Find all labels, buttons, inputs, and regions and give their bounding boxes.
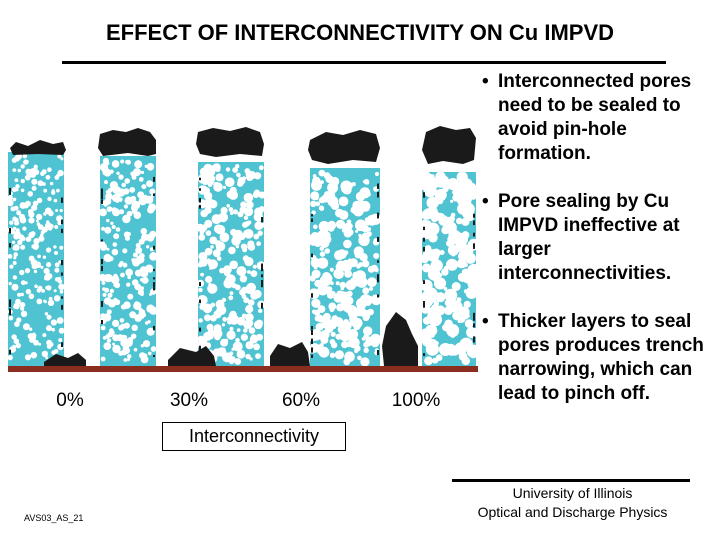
affiliation-group: Optical and Discharge Physics <box>477 504 668 520</box>
interconnectivity-label-100: 100% <box>391 390 441 411</box>
bullet-item <box>480 310 715 406</box>
bullet-dot-icon: • <box>482 311 489 332</box>
interconnectivity-label-30: 30% <box>169 390 209 411</box>
slide-title: EFFECT OF INTERCONNECTIVITY ON Cu IMPVD <box>105 20 615 45</box>
bullet-dot-icon: • <box>482 71 489 92</box>
interconnectivity-axis-label: Interconnectivity <box>162 422 346 451</box>
interconnectivity-label-0: 0% <box>56 390 84 411</box>
footer-rule <box>452 479 690 482</box>
bullet-item <box>480 190 715 286</box>
interconnectivity-label-60: 60% <box>281 390 321 411</box>
slide-id: AVS03_AS_21 <box>24 513 84 523</box>
title-underline <box>62 61 666 64</box>
bullet-item <box>480 70 715 166</box>
bullet-text: Interconnected pores need to be sealed to avoid pin-hole formation. <box>498 71 692 164</box>
affiliation-university: University of Illinois <box>512 485 633 501</box>
bullet-text: Pore sealing by Cu IMPVD ineffective at larger interconnectivities. <box>498 191 680 284</box>
bullet-dot-icon: • <box>482 191 489 212</box>
bullet-list <box>480 70 715 430</box>
trench-simulation-figure <box>8 120 478 375</box>
bullet-text: Thicker layers to seal pores produces trench narrowing, which can lead to pinch off. <box>498 311 704 404</box>
